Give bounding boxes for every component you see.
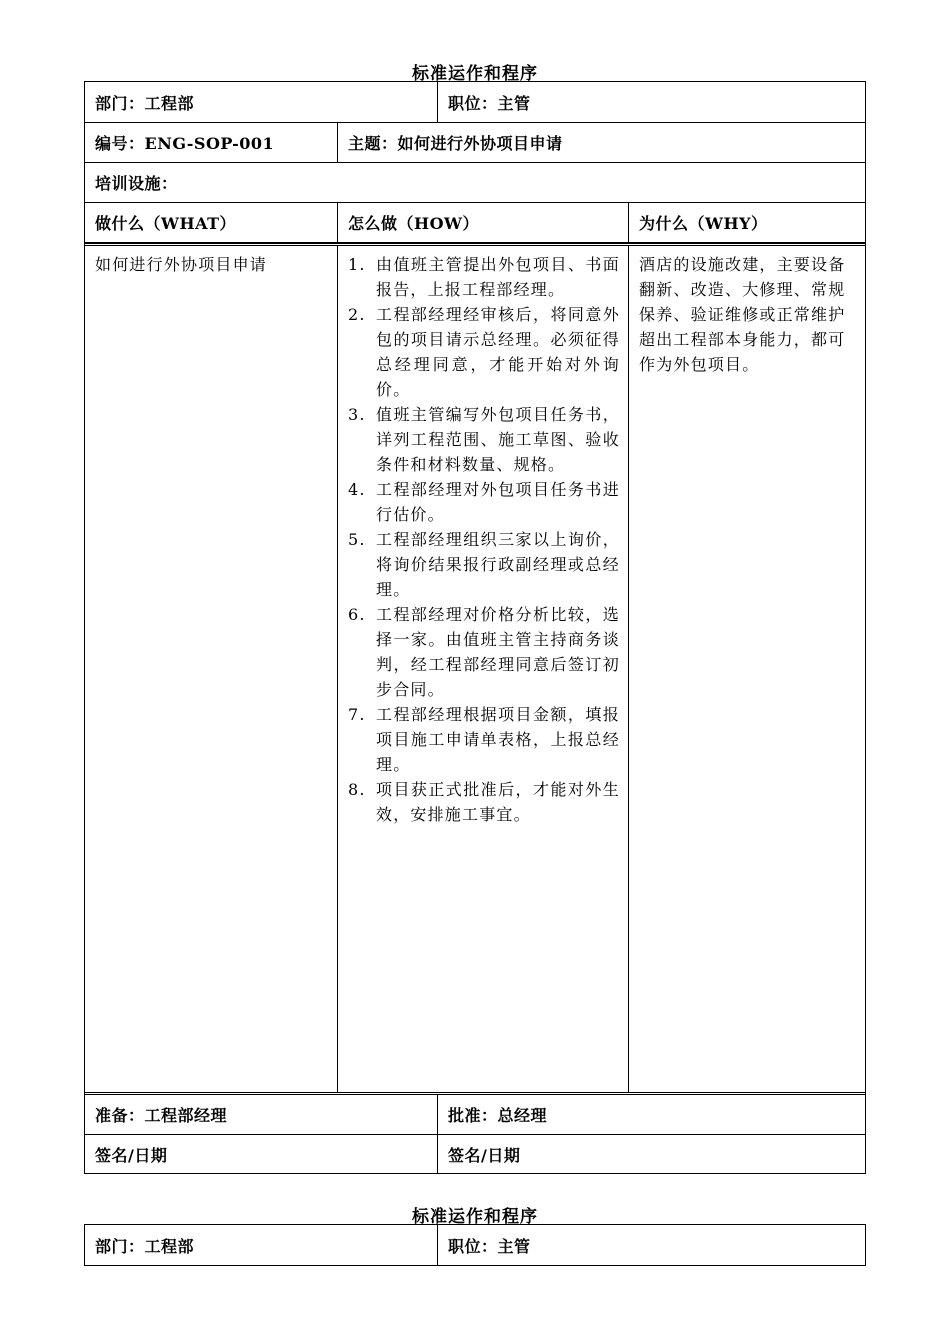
how-step-6 (348, 602, 620, 702)
how-step-number: 2. (348, 305, 366, 324)
how-step-number: 5. (348, 530, 366, 549)
how-content (337, 246, 628, 1092)
page-title-2: 标准运作和程序 (412, 1207, 538, 1227)
col-what-header: 做什么（WHAT） (95, 214, 237, 233)
how-step-text: 项目获正式批准后，才能对外生效，安排施工事宜。 (376, 780, 620, 824)
how-step-7 (348, 702, 620, 777)
signature-row (85, 1135, 865, 1174)
how-step-number: 8. (348, 780, 366, 799)
what-content: 如何进行外协项目申请 (95, 255, 268, 274)
how-step-number: 1. (348, 255, 366, 274)
training-row (85, 163, 865, 203)
how-step-number: 7. (348, 705, 366, 724)
position-field: 职位：主管 (437, 82, 865, 122)
how-step-2 (348, 302, 620, 402)
how-step-3 (348, 402, 620, 477)
department-field-2: 部门：工程部 (95, 1236, 195, 1256)
how-step-text: 工程部经理经审核后，将同意外包的项目请示总经理。必须征得总经理同意，才能开始对外询价。 (376, 305, 620, 399)
how-step-number: 3. (348, 405, 366, 424)
how-step-text: 值班主管编写外包项目任务书，详列工程范围、施工草图、验收条件和材料数量、规格。 (376, 405, 620, 474)
how-step-5 (348, 527, 620, 602)
department-field: 部门：工程部 (95, 93, 195, 113)
prepared-by-field: 准备：工程部经理 (95, 1106, 228, 1125)
sop-form (84, 81, 866, 1174)
code-field: 编号：ENG-SOP-001 (95, 134, 275, 153)
signature-right: 签名/日期 (437, 1135, 865, 1174)
how-step-number: 6. (348, 605, 366, 624)
approval-row (85, 1095, 865, 1135)
code-row (85, 123, 865, 163)
how-step-text: 工程部经理对价格分析比较，选择一家。由值班主管主持商务谈判，经工程部经理同意后签订初步合同。 (376, 605, 620, 699)
col-why-header: 为什么（WHY） (628, 203, 865, 242)
how-step-text: 工程部经理组织三家以上询价，将询价结果报行政副经理或总经理。 (376, 530, 620, 599)
approved-by-field: 批准：总经理 (437, 1095, 865, 1134)
how-step-1 (348, 252, 620, 302)
position-field-2: 职位：主管 (437, 1225, 865, 1265)
column-header-row (85, 203, 865, 243)
sop-form-2 (84, 1224, 866, 1266)
subject-field: 主题：如何进行外协项目申请 (337, 123, 865, 162)
how-step-text: 由值班主管提出外包项目、书面报告，上报工程部经理。 (376, 255, 620, 299)
header-row-2 (85, 1225, 865, 1265)
how-step-number: 4. (348, 480, 366, 499)
training-field: 培训设施： (95, 174, 178, 193)
page-title: 标准运作和程序 (412, 64, 538, 84)
how-steps-list (348, 252, 620, 827)
how-step-8 (348, 777, 620, 827)
header-row (85, 82, 865, 123)
col-how-header: 怎么做（HOW） (337, 203, 628, 242)
signature-left: 签名/日期 (95, 1146, 168, 1165)
why-content: 酒店的设施改建，主要设备翻新、改造、大修理、常规保养、验证维修或正常维护超出工程部本身能力，都可作为外包项目。 (628, 246, 865, 1092)
how-step-text: 工程部经理对外包项目任务书进行估价。 (376, 480, 620, 524)
how-step-text: 工程部经理根据项目金额，填报项目施工申请单表格，上报总经理。 (376, 705, 620, 774)
content-row (85, 243, 865, 1095)
how-step-4 (348, 477, 620, 527)
